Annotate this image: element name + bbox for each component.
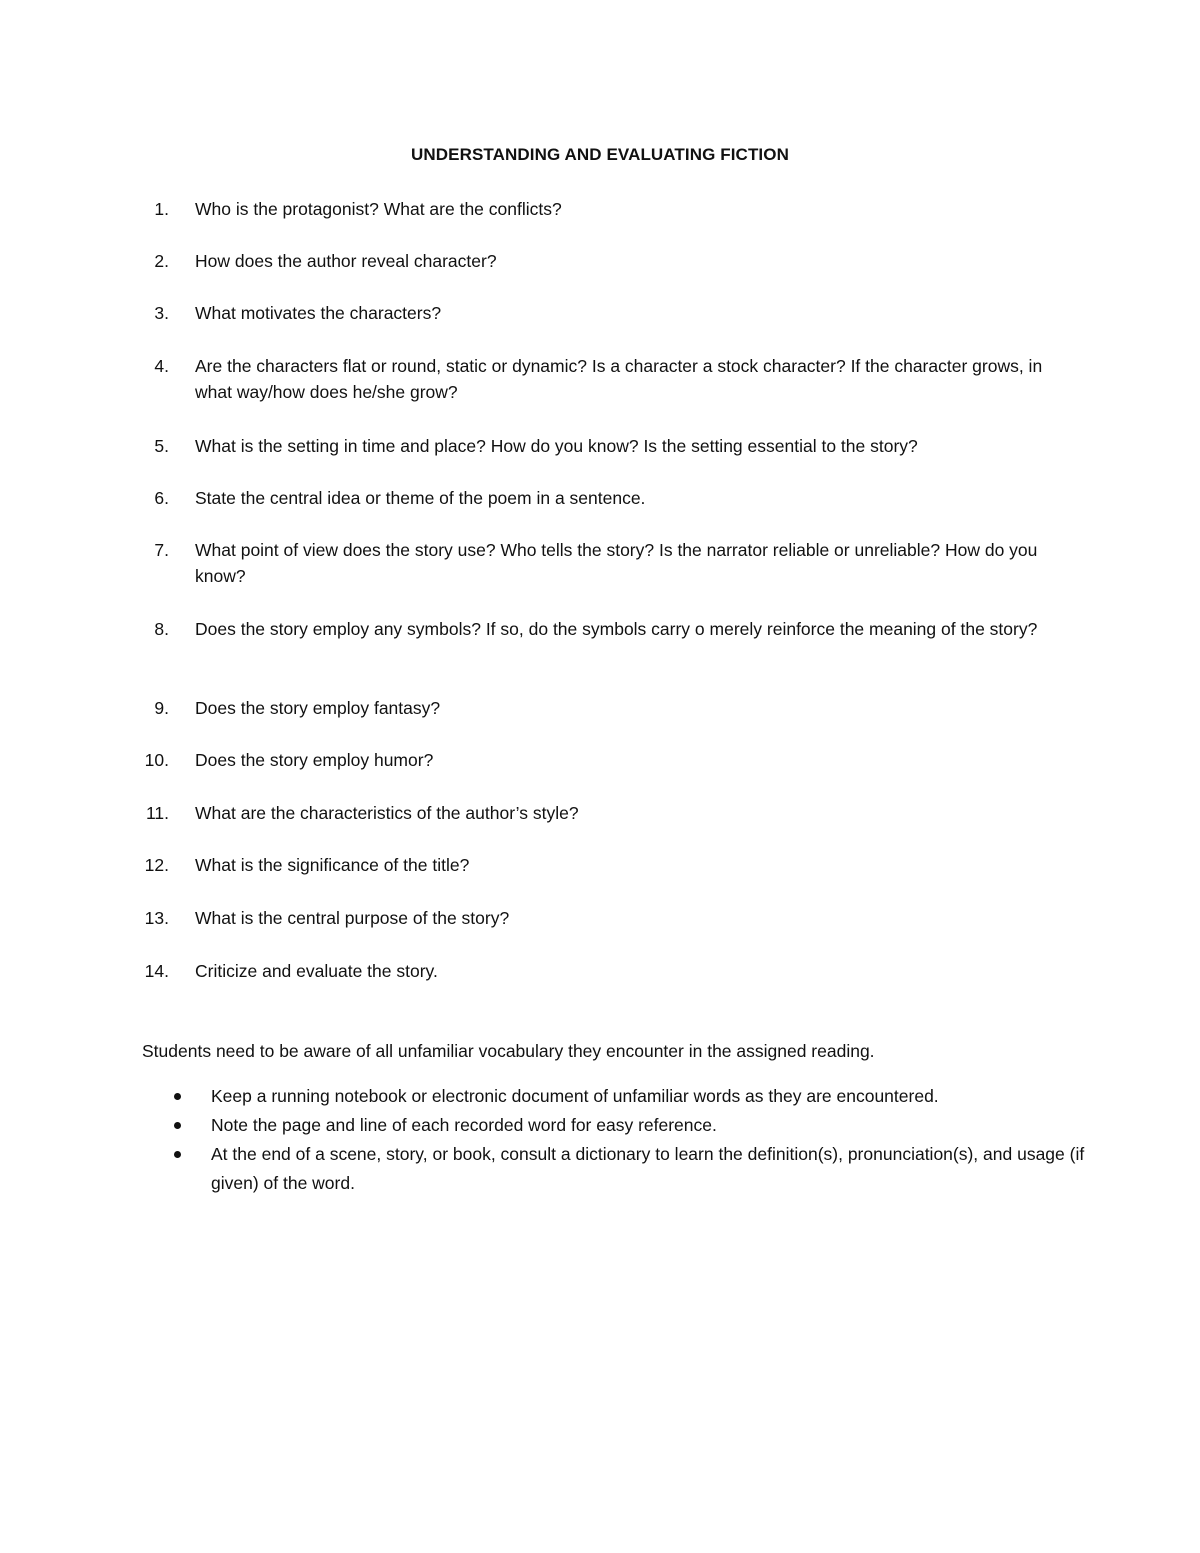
question-text: What point of view does the story use? Who tells the story? Is the narrator reliable or unreliable? How do you know? [195, 540, 1038, 586]
question-text: Does the story employ any symbols? If so, do the symbols carry o merely reinforce the meaning of the story? [195, 619, 1038, 639]
question-number: 2. [154, 251, 169, 271]
question-text: Are the characters flat or round, static or dynamic? Is a character a stock character? If the character grows, in what way/how does he/she grow? [195, 356, 1043, 402]
question-text: Who is the protagonist? What are the conflicts? [195, 199, 562, 219]
question-text: Criticize and evaluate the story. [195, 961, 438, 981]
question-number: 3. [154, 303, 169, 323]
question-number: 5. [154, 436, 169, 456]
question-number: 14. [144, 961, 169, 981]
vocabulary-intro: Students need to be aware of all unfamiliar vocabulary they encounter in the assigned reading. [142, 1041, 875, 1061]
bullet-text: Note the page and line of each recorded word for easy reference. [211, 1115, 717, 1135]
question-text: How does the author reveal character? [195, 251, 497, 271]
question-number: 7. [154, 540, 169, 560]
question-number: 13. [144, 908, 169, 928]
question-text: Does the story employ fantasy? [195, 698, 441, 718]
question-number: 8. [154, 619, 169, 639]
question-number: 6. [154, 488, 169, 508]
question-text: State the central idea or theme of the poem in a sentence. [195, 488, 646, 508]
question-text: What is the central purpose of the story? [195, 908, 510, 928]
question-number: 12. [144, 855, 169, 875]
question-number: 11. [145, 803, 169, 823]
question-number: 4. [154, 356, 169, 376]
question-text: What are the characteristics of the author’s style? [195, 803, 579, 823]
bullet-icon [174, 1093, 181, 1100]
question-text: What motivates the characters? [195, 303, 442, 323]
question-number: 10. [144, 750, 169, 770]
question-text: What is the significance of the title? [195, 855, 470, 875]
bullet-icon [174, 1122, 181, 1129]
bullet-text: At the end of a scene, story, or book, consult a dictionary to learn the definition(s), pronunciation(s), and usage (if given) of the word. [211, 1144, 1085, 1193]
bullet-icon [174, 1151, 181, 1158]
question-text: What is the setting in time and place? How do you know? Is the setting essential to the story? [195, 436, 918, 456]
question-text: Does the story employ humor? [195, 750, 434, 770]
document-title: UNDERSTANDING AND EVALUATING FICTION [411, 145, 789, 164]
bullet-text: Keep a running notebook or electronic document of unfamiliar words as they are encountered. [211, 1086, 939, 1106]
question-number: 1. [154, 199, 169, 219]
question-number: 9. [154, 698, 169, 718]
